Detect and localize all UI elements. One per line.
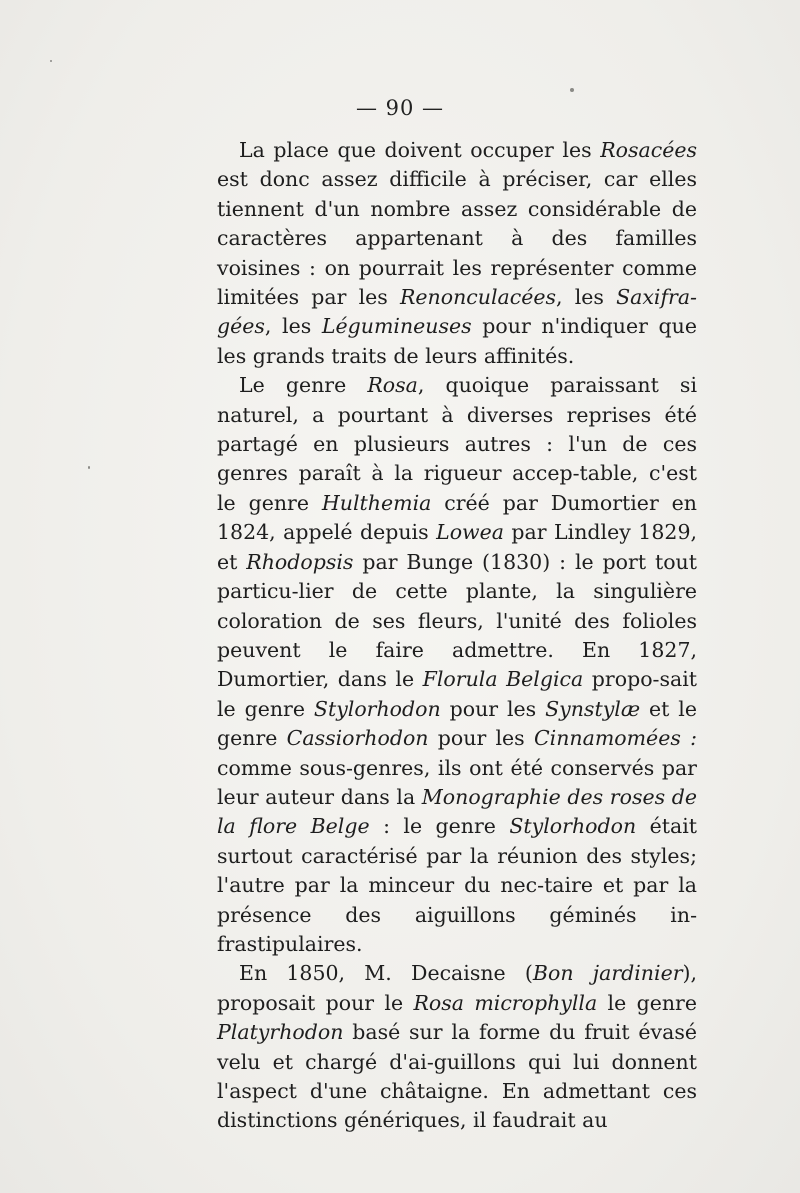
italic-run: Stylorhodon (509, 814, 637, 839)
italic-run: Monographie des roses de la flore Belge (217, 784, 697, 839)
italic-run: Saxifra-gées (217, 285, 697, 339)
text-run: pour n'indiquer que les grands traits de leurs affinités. (217, 314, 697, 368)
italic-run: Bon jardinier (532, 961, 683, 986)
italic-run: Platyrhodon (217, 1020, 344, 1045)
text-run: pour les (440, 696, 546, 721)
italic-run: Rhodopsis (246, 549, 354, 574)
paragraph (217, 959, 697, 1135)
text-run: , quoique paraissant si naturel, a pourtant à diverses reprises été partagé en plusieurs autres : l'un de ces genres paraît à la rigueur accep-table, c'est le genre (217, 373, 697, 515)
paper-speck (570, 88, 574, 92)
paragraph (217, 136, 697, 371)
text-run: est donc assez difficile à préciser, car elles tiennent d'un nombre assez considérable de caractères appartenant à des familles voisines : on pourrait les représenter comme limitées par les (217, 167, 697, 310)
text-run: La place que doivent occuper les (239, 138, 601, 162)
italic-run: Synstylæ (545, 696, 641, 721)
text-run: comme sous-genres, ils ont été conservés par leur auteur dans la (217, 755, 697, 809)
italic-run: Hulthemia (321, 490, 432, 515)
text-run: pour les (428, 726, 534, 751)
text-run: ), proposait pour le (217, 961, 698, 1015)
italic-run: Cassiorhodon (286, 726, 429, 751)
text-run: le genre (597, 990, 697, 1015)
italic-run: Lowea (436, 520, 504, 545)
italic-run: Renonculacées (399, 285, 557, 310)
text-run: basé sur la forme du fruit évasé velu et chargé d'ai-guillons qui lui donnent l'aspect d'une châtaigne. En admettant ces distinctions génériques, il faudrait au (217, 1020, 697, 1133)
paper-speck (50, 60, 52, 62)
text-run: par Lindley 1829, et (217, 520, 697, 574)
paper-speck (88, 466, 90, 469)
italic-run: Rosa microphylla (413, 990, 598, 1015)
italic-run: Stylorhodon (313, 696, 441, 721)
italic-run: Rosacées (600, 138, 697, 162)
text-run: propo-sait le genre (217, 667, 697, 721)
text-run: , les (264, 314, 322, 339)
text-run: était surtout caractérisé par la réunion des styles; l'autre par la minceur du nec-taire et par la présence des aiguillons géminés in-frastipulaires. (217, 814, 698, 956)
italic-run: Cinnamomées : (533, 726, 698, 751)
paragraph (217, 371, 697, 959)
text-run: créé par Dumortier en 1824, appelé depuis (217, 490, 697, 545)
text-run: Le genre (239, 373, 368, 398)
text-run: et le genre (217, 696, 697, 751)
text-run: , les (556, 285, 617, 310)
italic-run: Légumineuses (321, 314, 472, 339)
page-number: — 90 — (355, 96, 445, 120)
text-run: par Bunge (1830) : le port tout particu-lier de cette plante, la singulière coloration de ses fleurs, l'unité des folioles peuvent le faire admettre. En 1827, Dumortier, dans le (217, 549, 697, 692)
italic-run: Rosa (367, 373, 418, 398)
text-run: : le genre (369, 814, 510, 839)
italic-run: Florula Belgica (422, 667, 584, 692)
body-text (217, 136, 697, 1136)
text-run: En 1850, M. Decaisne ( (239, 961, 533, 986)
